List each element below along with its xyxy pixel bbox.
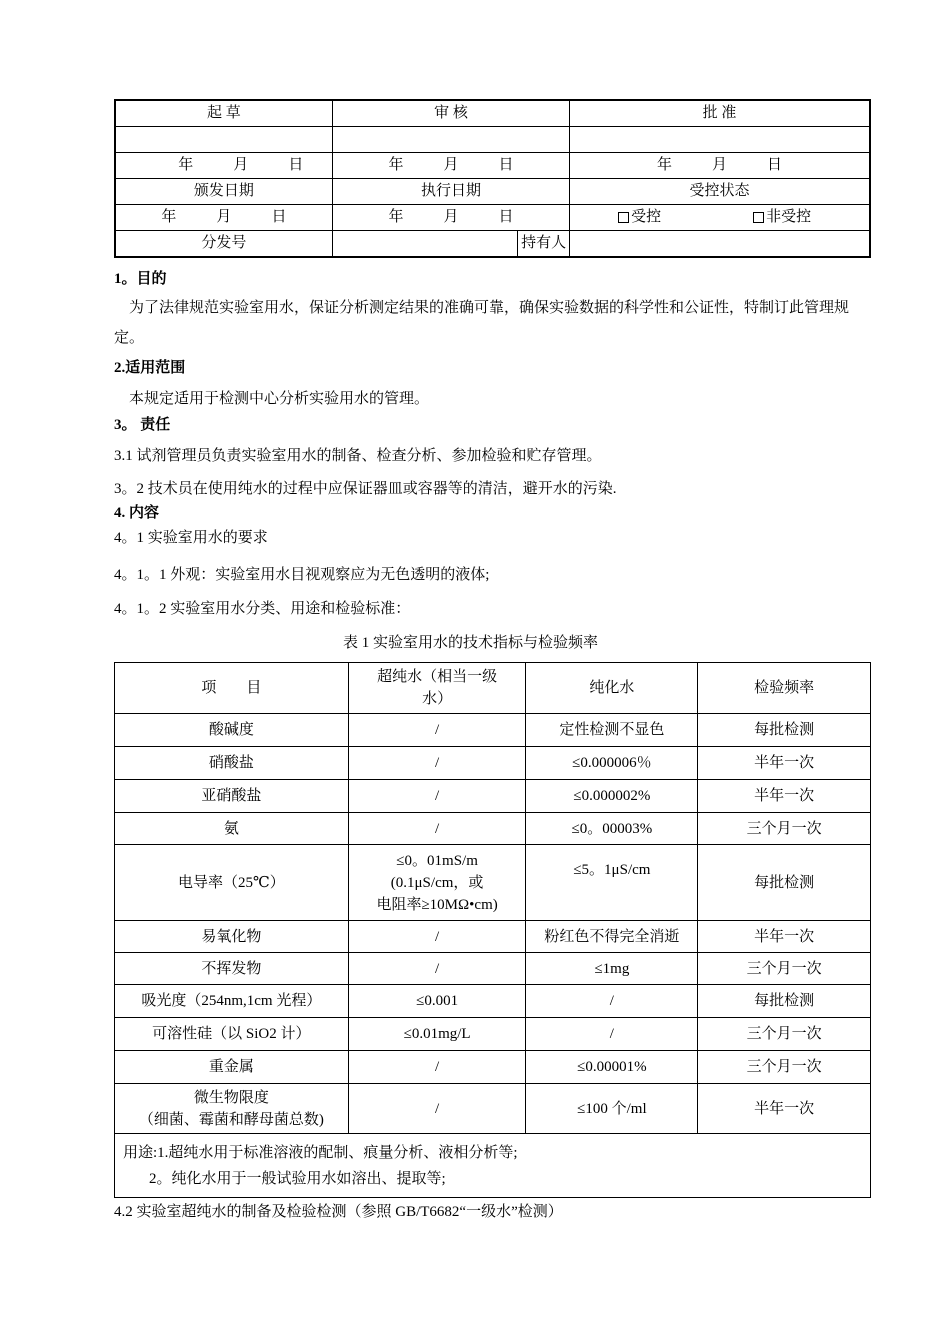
review-signature-cell[interactable] xyxy=(332,127,569,153)
table-cell: ≤0.01mg/L xyxy=(348,1018,526,1051)
dist-no-cell[interactable] xyxy=(332,231,517,258)
table-cell: 酸碱度 xyxy=(115,714,349,747)
table-cell: 三个月一次 xyxy=(698,1018,871,1051)
water-spec-table xyxy=(114,662,871,1198)
section-3-1: 3.1 试剂管理员负责实验室用水的制备、检查分析、参加检验和贮存管理。 xyxy=(114,448,602,464)
draft-signature-cell[interactable] xyxy=(115,127,332,153)
controlled-checkbox[interactable]: 受控 xyxy=(618,209,661,225)
uncontrolled-checkbox[interactable]: 非受控 xyxy=(753,209,811,225)
table-cell: 每批检测 xyxy=(698,985,871,1018)
table-cell: 每批检测 xyxy=(698,714,871,747)
section-3-title: 3。 责任 xyxy=(114,417,171,433)
section-2-body: 本规定适用于检测中心分析实验用水的管理。 xyxy=(129,391,430,407)
header-approve: 批 准 xyxy=(570,100,870,127)
table-cell: 半年一次 xyxy=(698,747,871,780)
control-status-label: 受控状态 xyxy=(570,179,870,205)
header-frequency: 检验频率 xyxy=(698,663,871,714)
section-1-body: 为了法律规范实验室用水，保证分析测定结果的准确可靠，确保实验数据的科学性和公证性，特制订此管理规定。 xyxy=(114,300,850,346)
header-item: 项 目 xyxy=(115,663,349,714)
table-cell: 定性检测不显色 xyxy=(526,714,698,747)
table-cell: / xyxy=(348,714,526,747)
table-cell: ≤0.000002% xyxy=(526,780,698,813)
issue-date-label: 颁发日期 xyxy=(115,179,332,205)
table-cell: ≤5。1μS/cm xyxy=(526,845,698,921)
section-4-1-1: 4。1。1 外观：实验室用水目视观察应为无色透明的液体; xyxy=(114,567,490,583)
table-cell: 重金属 xyxy=(115,1051,349,1084)
header-draft: 起 草 xyxy=(115,100,332,127)
table-cell: ≤0.00001% xyxy=(526,1051,698,1084)
holder-cell[interactable] xyxy=(570,231,870,258)
table-cell: / xyxy=(348,747,526,780)
checkbox-icon xyxy=(618,212,629,223)
table-cell: / xyxy=(526,985,698,1018)
table-cell: 吸光度（254nm,1cm 光程） xyxy=(115,985,349,1018)
table-cell: 半年一次 xyxy=(698,921,871,953)
table-cell: 半年一次 xyxy=(698,780,871,813)
table-cell: 可溶性硅（以 SiO2 计） xyxy=(115,1018,349,1051)
table-caption: 表 1 实验室用水的技术指标与检验频率 xyxy=(343,635,599,651)
table-cell: / xyxy=(526,1018,698,1051)
table-cell: / xyxy=(348,813,526,845)
section-3-2: 3。2 技术员在使用纯水的过程中应保证器皿或容器等的清洁，避开水的污染. xyxy=(114,481,617,497)
section-4-2: 4.2 实验室超纯水的制备及检验检测（参照 GB/T6682“一级水”检测） xyxy=(114,1204,563,1220)
review-date-cell[interactable]: 年 月 日 xyxy=(332,153,569,179)
control-status-cell xyxy=(570,205,870,231)
table-cell: ≤0.000006％ xyxy=(526,747,698,780)
table-cell: / xyxy=(348,921,526,953)
section-4-1-2: 4。1。2 实验室用水分类、用途和检验标准： xyxy=(114,601,411,617)
table-cell: 三个月一次 xyxy=(698,953,871,985)
table-cell: 电导率（25℃） xyxy=(115,845,349,921)
table-cell: 每批检测 xyxy=(698,845,871,921)
usage-note-1: 用途:1.超纯水用于标准溶液的配制、痕量分析、液相分析等; xyxy=(123,1144,518,1161)
table-cell: 三个月一次 xyxy=(698,813,871,845)
table-cell: / xyxy=(348,780,526,813)
table-cell: 半年一次 xyxy=(698,1084,871,1134)
table-cell: / xyxy=(348,953,526,985)
header-review: 审 核 xyxy=(332,100,569,127)
table-cell: ≤0.001 xyxy=(348,985,526,1018)
checkbox-icon xyxy=(753,212,764,223)
dist-no-label: 分发号 xyxy=(115,231,332,258)
usage-note xyxy=(115,1134,871,1198)
header-purified: 纯化水 xyxy=(526,663,698,714)
table-cell: 粉红色不得完全消逝 xyxy=(526,921,698,953)
draft-date-cell[interactable]: 年 月 日 xyxy=(115,153,332,179)
section-2-title: 2.适用范围 xyxy=(114,360,186,376)
usage-note-2: 2。纯化水用于一般试验用水如溶出、提取等; xyxy=(149,1170,446,1187)
section-4-1: 4。1 实验室用水的要求 xyxy=(114,530,268,546)
approve-signature-cell[interactable] xyxy=(570,127,870,153)
section-4-title: 4. 内容 xyxy=(114,505,160,521)
table-cell: ≤0。00003% xyxy=(526,813,698,845)
header-ultrapure: 超纯水（相当一级 水） xyxy=(348,663,526,714)
table-cell: ≤0。01mS/m (0.1μS/cm，或 电阻率≥10MΩ•cm) xyxy=(348,845,526,921)
exec-date-label: 执行日期 xyxy=(332,179,569,205)
table-cell: 微生物限度 （细菌、霉菌和酵母菌总数) xyxy=(115,1084,349,1134)
approval-table xyxy=(114,99,871,258)
table-cell: ≤100 个/ml xyxy=(526,1084,698,1134)
table-cell: 硝酸盐 xyxy=(115,747,349,780)
section-1-title: 1。目的 xyxy=(114,271,167,287)
table-cell: 氨 xyxy=(115,813,349,845)
table-cell: 亚硝酸盐 xyxy=(115,780,349,813)
exec-date-cell[interactable]: 年 月 日 xyxy=(332,205,569,231)
holder-label: 持有人 xyxy=(518,231,570,258)
table-cell: 易氧化物 xyxy=(115,921,349,953)
table-cell: ≤1mg xyxy=(526,953,698,985)
issue-date-cell[interactable]: 年 月 日 xyxy=(115,205,332,231)
table-cell: 三个月一次 xyxy=(698,1051,871,1084)
table-cell: / xyxy=(348,1084,526,1134)
approve-date-cell[interactable]: 年 月 日 xyxy=(570,153,870,179)
table-cell: 不挥发物 xyxy=(115,953,349,985)
table-cell: / xyxy=(348,1051,526,1084)
